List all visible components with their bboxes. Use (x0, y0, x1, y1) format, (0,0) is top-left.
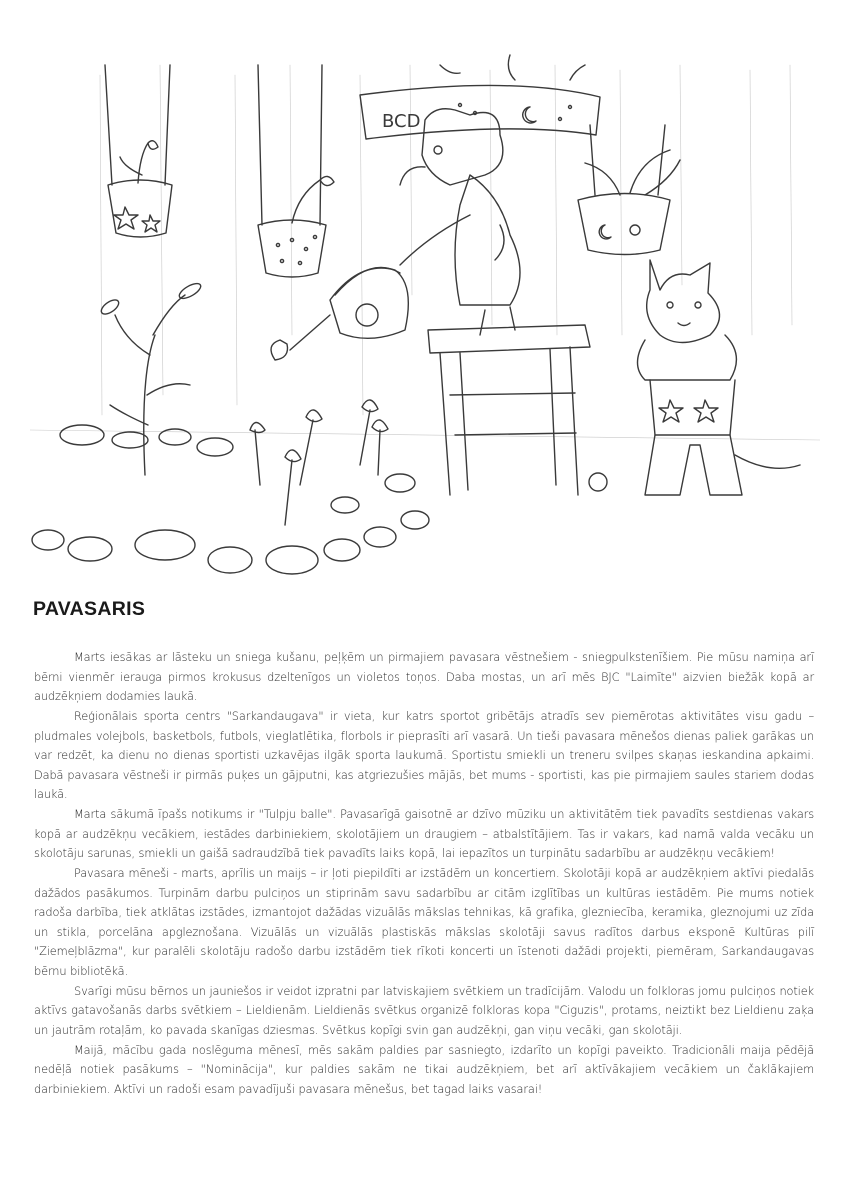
spring-illustration (30, 35, 820, 585)
paragraph-tulip-ball: Marta sākumā īpašs notikums ir "Tulpju balle". Pavasarīgā gaisotnē ar dzīvo mūziku un aktivitātēm tiek pavadīts sestdienas vakars kopā ar audzēkņu vecākiem, iestādes darbiniekiem, skolotājiem un draugiem – atbalstītājiem. Tas ir vakars, kad namā valda vecāku un skolotāju sarunas, smiekli un gaišā sadraudzībā tiek pavadīts laiks kopā, lai iepazītos un turpinātu sadarbību ar audzēkņu vecākiem! (34, 807, 814, 860)
paragraph-easter: Svarīgi mūsu bērnos un jauniešos ir veidot izpratni par latviskajiem svētkiem un tradīcijām. Valodu un folkloras jomu pulciņos notiek aktīvs gatavošanās darbs svētkiem – Lieldienām. Lieldienās svētkus organizē folkloras kopa "Ciguzis", protams, neiztikt bez Lieldienu zaķa un jautrām rotaļām, ko pavada skanīgas dziesmas. Svētkus kopīgi svin gan audzēkņi, gan viņu vecāki, gan skolotāji. (34, 983, 814, 1037)
plant-left (99, 281, 203, 475)
paragraph-march: Marts iesākas ar lāsteku un sniega kušanu, peļķēm un pirmajiem pavasara vēstnešiem - sniegpulkstenīšiem. Pie mūsu namiņa arī bērni vienmēr ierauga pirmos krokusus dzeltenīgos un violetos toņos. Daba mostas, un arī mēs BJC "Laimīte" aizvien biežāk kopā ar audzēkņiem dodamies laukā. (34, 650, 814, 703)
stepping-stones (32, 425, 429, 574)
hanging-pot-right (578, 125, 680, 255)
paragraph-sports-centre: Reģionālais sporta centrs "Sarkandaugava" ir vieta, kur katrs sportot gribētājs atradīs sev piemērotas aktivitātes visu gadu – pludmales volejbols, basketbols, futbols, vieglatlētika, florbols ir pieprasīti arī vasarā. Un tieši pavasara mēnešos dienas paliek garākas un var redzēt, ka dienu no dienas sportisti uzkavējas ilgāk sporta laukumā. Sportistu smiekli un treneru svilpes skaņas ieskandina apkaimi. Dabā pavasara vēstneši ir pirmās puķes un gājputni, kas atgriezušies mājās, bet mums - sportisti, kas pie pirmajiem saules stariem dodas laukā. (34, 709, 814, 801)
dog-character (400, 109, 520, 335)
cat-character (638, 260, 801, 495)
bunting-banner (360, 55, 600, 139)
hanging-pot-left (105, 65, 172, 237)
paragraph-may: Maijā, mācību gada noslēguma mēnesī, mēs sakām paldies par sasniegto, izdarīto un kopīgi paveikto. Tradicionāli maija pēdējā nedēļā notiek pasākums – "Nominācija", kur paldies sakām ne tikai audzēkņiem, bet arī aktīvākajiem vecākiem un čaklākajiem darbiniekiem. Aktīvi un radoši esam pavadījuši pavasara mēnešus, bet tagad laiks vasarai! (34, 1042, 814, 1096)
hanging-pot-middle (258, 65, 334, 277)
page-heading: PAVASARIS (33, 598, 146, 620)
svg-text:BCD: BCD (382, 111, 421, 132)
article-body (34, 648, 814, 1100)
stool (428, 325, 607, 495)
tulips (250, 400, 388, 525)
paragraph-exhibitions: Pavasara mēneši - marts, aprīlis un maijs – ir ļoti piepildīti ar izstādēm un koncertiem. Skolotāji kopā ar audzēkņiem aktīvi piedalās dažādos pasākumos. Turpinām darbu pulciņos un stiprinām savu sadarbību ar citām izglītības un kultūras iestādēm. Pie mums notiek radoša darbība, tiek atklātas izstādes, izmantojot dažādas vizuālās mākslas tehnikas, kā grafika, glezniecība, keramika, gleznojumi uz zīda un stikla, porcelāna apgleznošana. Vizuālās un vizuālās plastiskās mākslas skolotāji savus radītos darbus eksponē Kultūras pilī "Ziemeļblāzma", kur paralēli skolotāju radošo darbu izstādēm tiek rīkoti koncerti un īstenoti dažādi projekti, piemēram, Sarkandaugavas bērnu bibliotēkā. (34, 866, 814, 978)
